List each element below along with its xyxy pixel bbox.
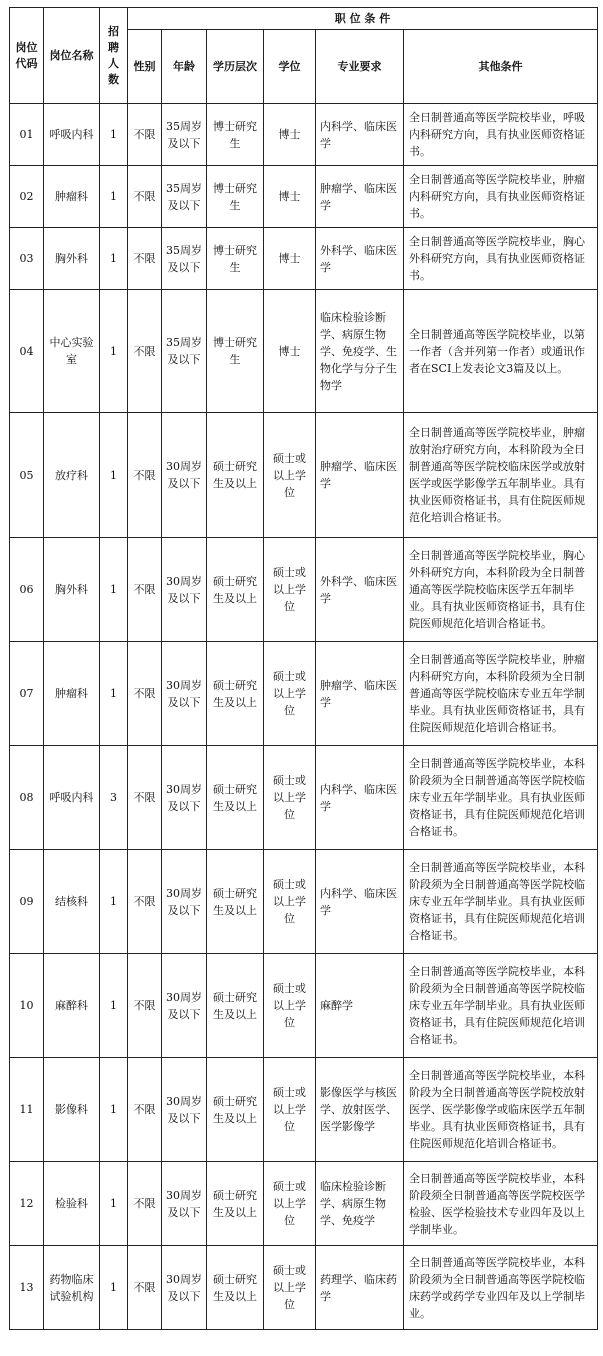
cell-other: 全日制普通高等医学院校毕业，胸心外科研究方向，本科阶段为全日制普通高等医学院校临床医学五年制毕业。具有执业医师资格证书，具有住院医师规范化培训合格证书。 [404,538,598,642]
cell-other: 全日制普通高等医学院校毕业，肿瘤内科研究方向，具有执业医师资格证书。 [404,166,598,228]
cell-count: 1 [100,290,128,413]
cell-degree: 博士 [264,166,316,228]
cell-major: 内科学、临床医学 [316,104,404,166]
table-row [10,538,598,642]
cell-degree: 博士 [264,290,316,413]
cell-other: 全日制普通高等医学院校毕业，本科阶段须为全日制普通高等医学院校临床专业五年学制毕业。具有执业医师资格证书，具有住院医师规范化培训合格证书。 [404,954,598,1058]
cell-other: 全日制普通高等医学院校毕业，本科阶段须为全日制普通高等医学院校临床专业五年学制毕业。具有执业医师资格证书，具有住院医师规范化培训合格证书。 [404,746,598,850]
table-row [10,290,598,413]
cell-degree: 硕士或以上学位 [264,538,316,642]
cell-code: 09 [10,850,44,954]
cell-count: 1 [100,642,128,746]
cell-major: 影像医学与核医学、放射医学、医学影像学 [316,1058,404,1162]
table-row [10,413,598,538]
cell-count: 1 [100,1058,128,1162]
cell-name: 呼吸内科 [44,746,100,850]
cell-edu: 博士研究生 [207,228,264,290]
cell-gender: 不限 [128,1058,162,1162]
cell-edu: 硕士研究生及以上 [207,746,264,850]
cell-major: 麻醉学 [316,954,404,1058]
cell-other: 全日制普通高等医学院校毕业，本科阶段须为全日制普通高等医学院校临床药学或药学专业四年及以上学制毕业。 [404,1246,598,1330]
cell-gender: 不限 [128,104,162,166]
cell-degree: 硕士或以上学位 [264,850,316,954]
table-row [10,1058,598,1162]
cell-code: 08 [10,746,44,850]
cell-name: 肿瘤科 [44,642,100,746]
table-row [10,166,598,228]
cell-degree: 硕士或以上学位 [264,746,316,850]
cell-other: 全日制普通高等医学院校毕业，肿瘤放射治疗研究方向，本科阶段为全日制普通高等医学院校临床医学或放射医学或医学影像学五年制毕业。具有执业医师资格证书，具有住院医师规范化培训合格证书。 [404,413,598,538]
cell-count: 1 [100,413,128,538]
header-count: 招聘人数 [100,8,128,104]
table-row [10,954,598,1058]
cell-count: 1 [100,166,128,228]
cell-edu: 硕士研究生及以上 [207,1246,264,1330]
cell-other: 全日制普通高等医学院校毕业，本科阶段须为全日制普通高等医学院校临床专业五年学制毕业。具有执业医师资格证书，具有住院医师规范化培训合格证书。 [404,850,598,954]
header-gender: 性别 [128,30,162,104]
cell-gender: 不限 [128,642,162,746]
cell-code: 05 [10,413,44,538]
cell-edu: 硕士研究生及以上 [207,954,264,1058]
table-row [10,746,598,850]
cell-other: 全日制普通高等医学院校毕业，肿瘤内科研究方向，本科阶段须为全日制普通高等医学院校临床专业五年学制毕业。具有执业医师资格证书，具有住院医师规范化培训合格证书。 [404,642,598,746]
cell-major: 肿瘤学、临床医学 [316,642,404,746]
cell-code: 02 [10,166,44,228]
cell-count: 1 [100,850,128,954]
header-major: 专业要求 [316,30,404,104]
cell-age: 30周岁及以下 [162,538,207,642]
cell-count: 1 [100,228,128,290]
cell-age: 30周岁及以下 [162,413,207,538]
cell-code: 03 [10,228,44,290]
header-age: 年龄 [162,30,207,104]
cell-name: 肿瘤科 [44,166,100,228]
cell-degree: 硕士或以上学位 [264,1058,316,1162]
cell-count: 1 [100,104,128,166]
table-row [10,850,598,954]
cell-count: 1 [100,1246,128,1330]
cell-gender: 不限 [128,954,162,1058]
cell-gender: 不限 [128,166,162,228]
cell-gender: 不限 [128,290,162,413]
recruitment-table [9,7,598,1330]
cell-major: 内科学、临床医学 [316,850,404,954]
cell-code: 04 [10,290,44,413]
header-edu: 学历层次 [207,30,264,104]
cell-name: 结核科 [44,850,100,954]
cell-name: 影像科 [44,1058,100,1162]
cell-other: 全日制普通高等医学院校毕业，本科阶段须全日制普通高等医学院校医学检验、医学检验技术专业四年及以上学制毕业。 [404,1162,598,1246]
cell-name: 麻醉科 [44,954,100,1058]
cell-edu: 博士研究生 [207,290,264,413]
header-name: 岗位名称 [44,8,100,104]
cell-other: 全日制普通高等医学院校毕业，呼吸内科研究方向，具有执业医师资格证书。 [404,104,598,166]
cell-count: 1 [100,954,128,1058]
cell-edu: 硕士研究生及以上 [207,413,264,538]
cell-major: 临床检验诊断学、病原生物学、免疫学 [316,1162,404,1246]
cell-age: 30周岁及以下 [162,746,207,850]
cell-degree: 硕士或以上学位 [264,954,316,1058]
header-degree: 学位 [264,30,316,104]
cell-major: 肿瘤学、临床医学 [316,166,404,228]
cell-age: 30周岁及以下 [162,1058,207,1162]
cell-degree: 硕士或以上学位 [264,1162,316,1246]
cell-other: 全日制普通高等医学院校毕业，胸心外科研究方向，具有执业医师资格证书。 [404,228,598,290]
cell-age: 35周岁及以下 [162,104,207,166]
cell-edu: 博士研究生 [207,166,264,228]
cell-other: 全日制普通高等医学院校毕业，本科阶段为全日制普通高等医学院校放射医学、医学影像学或临床医学五年制毕业。具有执业医师资格证书，具有住院医师规范化培训合格证书。 [404,1058,598,1162]
cell-age: 35周岁及以下 [162,228,207,290]
cell-age: 35周岁及以下 [162,166,207,228]
header-conditions: 职 位 条 件 [128,8,598,30]
cell-edu: 硕士研究生及以上 [207,538,264,642]
table-row [10,1162,598,1246]
cell-name: 胸外科 [44,228,100,290]
cell-name: 检验科 [44,1162,100,1246]
cell-count: 3 [100,746,128,850]
cell-age: 30周岁及以下 [162,1162,207,1246]
cell-gender: 不限 [128,413,162,538]
cell-name: 药物临床试验机构 [44,1246,100,1330]
cell-age: 35周岁及以下 [162,290,207,413]
table-row [10,1246,598,1330]
cell-degree: 硕士或以上学位 [264,1246,316,1330]
table-body [10,104,598,1330]
cell-major: 外科学、临床医学 [316,538,404,642]
cell-gender: 不限 [128,850,162,954]
cell-name: 中心实验室 [44,290,100,413]
cell-major: 药理学、临床药学 [316,1246,404,1330]
cell-gender: 不限 [128,1246,162,1330]
cell-edu: 硕士研究生及以上 [207,642,264,746]
cell-count: 1 [100,1162,128,1246]
cell-code: 01 [10,104,44,166]
cell-degree: 博士 [264,228,316,290]
cell-major: 内科学、临床医学 [316,746,404,850]
cell-code: 12 [10,1162,44,1246]
cell-gender: 不限 [128,1162,162,1246]
cell-gender: 不限 [128,228,162,290]
cell-major: 肿瘤学、临床医学 [316,413,404,538]
cell-degree: 硕士或以上学位 [264,642,316,746]
table-row [10,228,598,290]
cell-age: 30周岁及以下 [162,850,207,954]
cell-name: 呼吸内科 [44,104,100,166]
cell-major: 外科学、临床医学 [316,228,404,290]
cell-degree: 博士 [264,104,316,166]
cell-code: 07 [10,642,44,746]
cell-major: 临床检验诊断学、病原生物学、免疫学、生物化学与分子生物学 [316,290,404,413]
table-row [10,104,598,166]
cell-gender: 不限 [128,538,162,642]
header-other: 其他条件 [404,30,598,104]
cell-other: 全日制普通高等医学院校毕业，以第一作者（含并列第一作者）或通讯作者在SCI上发表论文3篇及以上。 [404,290,598,413]
cell-degree: 硕士或以上学位 [264,413,316,538]
cell-age: 30周岁及以下 [162,642,207,746]
cell-code: 06 [10,538,44,642]
cell-name: 胸外科 [44,538,100,642]
cell-age: 30周岁及以下 [162,954,207,1058]
table-row [10,642,598,746]
cell-edu: 硕士研究生及以上 [207,1162,264,1246]
cell-code: 10 [10,954,44,1058]
cell-code: 13 [10,1246,44,1330]
header-code: 岗位代码 [10,8,44,104]
cell-count: 1 [100,538,128,642]
cell-code: 11 [10,1058,44,1162]
cell-edu: 硕士研究生及以上 [207,1058,264,1162]
cell-edu: 博士研究生 [207,104,264,166]
cell-name: 放疗科 [44,413,100,538]
cell-edu: 硕士研究生及以上 [207,850,264,954]
cell-gender: 不限 [128,746,162,850]
cell-age: 30周岁及以下 [162,1246,207,1330]
